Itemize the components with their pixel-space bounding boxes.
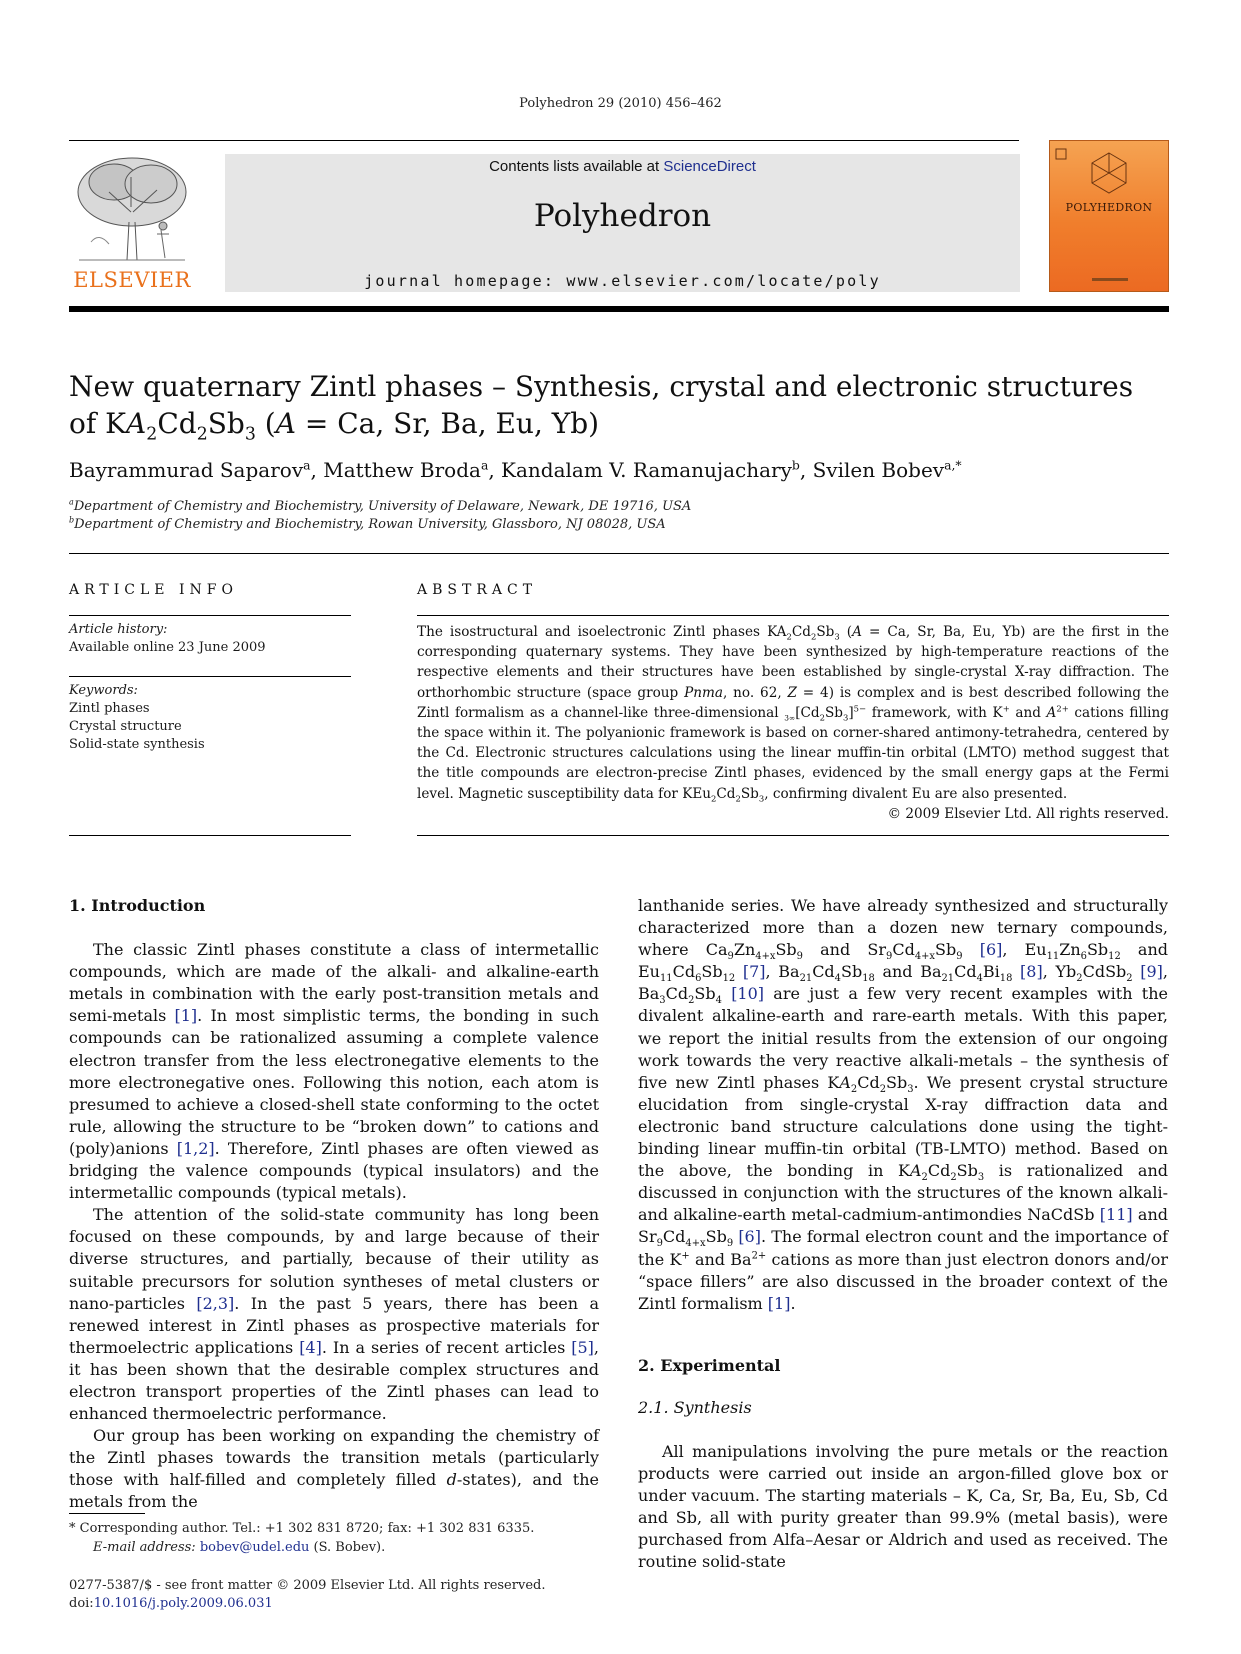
paragraph: All manipulations involving the pure metals or the reaction products were carried out inside an argon-filled glove box or under vacuum. The starting materials – K, Ca, Sr, Ba, Eu, Sb, Cd and Sb, all with purity greater than 99.9% (metal basis), were purchased from Alfa–Aesar or Aldrich and used as received. The routine solid-state: [638, 1441, 1168, 1572]
body-column-right: [638, 895, 1168, 1574]
doi-line: doi:10.1016/j.poly.2009.06.031: [69, 1596, 273, 1611]
email-link[interactable]: bobev@udel.edu: [199, 1540, 310, 1555]
journal-banner: [225, 154, 1020, 292]
journal-name: Polyhedron: [533, 198, 712, 234]
section-heading: 2. Experimental: [638, 1355, 781, 1375]
history-value: Available online 23 June 2009: [69, 640, 266, 655]
article-title: [69, 368, 1169, 445]
corresponding-author-footnote: * Corresponding author. Tel.: +1 302 831 8720; fax: +1 302 831 6335.: [69, 1521, 535, 1536]
reference-link[interactable]: [6]: [738, 1227, 761, 1247]
reference-link[interactable]: [1]: [174, 1006, 198, 1026]
header-thick-rule: [69, 306, 1169, 312]
header-rule: [69, 140, 1019, 141]
cover-title: POLYHEDRON: [1065, 201, 1153, 214]
title-rule: [69, 553, 1169, 554]
paragraph: The classic Zintl phases constitute a class of intermetallic compounds, which are made of the alkali- and alkaline-earth metals in combination with the early post-transition metals and semi-metals [1]. In most simplistic terms, the bonding in such compounds can be rationalized assuming a complete valence electron transfer from the less electronegative elements to the more electronegative ones. Following this notion, each atom is presumed to achieve a closed-shell state conforming to the octet rule, allowing the structure to be “broken down” to cations and (poly)anions [1,2]. Therefore, Zintl phases are often viewed as bridging the valence compounds (typical insulators) and the intermetallic compounds (typical metals).: [69, 940, 600, 1203]
abstract-heading: ABSTRACT: [417, 582, 538, 598]
paragraph: lanthanide series. We have already synthesized and structurally characterized more than a dozen new ternary compounds, where $Ca_9Zn_{4+x}Sb_9$ and $Sr_9Cd_{4+x}Sb_9$ [6], $Eu_{11}Zn_6Sb_{12}$ and $Eu_{11}Cd_6Sb_{12}$ [7], $Ba_{21}Cd_4Sb_{18}$ and $Ba_{21}Cd_4Bi_{18}$ [8], $Yb_2CdSb_2$ [9], $Ba_3Cd_2Sb_4$ [10] are just a few very recent examples with the divalent alkaline-earth and rare-earth metals. With this paper, we report the initial results from the extension of our ongoing work towards the very reactive alkali-metals – the synthesis of five new Zintl phases $KA_2Cd_2Sb_3$. We present crystal structure elucidation from single-crystal X-ray diffraction data and electronic band structure calculations done using the tight-binding linear muffin-tin orbital (TB-LMTO) method. Based on the above, the bonding in $KA_2Cd_2Sb_3$ is rationalized and discussed in conjunction with the structures of the known alkali- and alkaline-earth metal-cadmium-antimondies NaCdSb [11] and $Sr_9Cd_{4+x}Sb_9$ [6]. The formal electron count and the importance of the K+ and $Ba^{2+}$ cations as more than just electron donors and/or “space fillers” are also discussed in the broader context of the Zintl formalism [1].: [638, 896, 1169, 1313]
contents-line: [225, 158, 1020, 175]
elsevier-logo[interactable]: [69, 152, 195, 292]
reference-link[interactable]: [7]: [742, 962, 766, 982]
author[interactable]: Matthew Broda$^a$: [323, 457, 489, 482]
reference-link[interactable]: [1]: [767, 1293, 791, 1313]
keyword: Solid-state synthesis: [69, 737, 205, 752]
email-footnote: E-mail address: bobev@udel.edu (S. Bobev).: [93, 1540, 386, 1555]
title-line1: New quaternary Zintl phases – Synthesis, crystal and electronic structures: [69, 370, 1134, 403]
doi-link[interactable]: 10.1016/j.poly.2009.06.031: [93, 1596, 273, 1611]
keyword: Crystal structure: [69, 719, 182, 734]
affiliation: $^b$Department of Chemistry and Biochemistry, Rowan University, Glassboro, NJ 08028, USA: [69, 515, 666, 532]
history-label: Article history:: [69, 622, 168, 637]
reference-link[interactable]: [11]: [1099, 1205, 1133, 1225]
reference-link[interactable]: [6]: [979, 940, 1003, 960]
body-column-left: [69, 895, 599, 1514]
infinity-dim-label: 3∞: [784, 713, 796, 723]
reference-link[interactable]: [10]: [731, 984, 765, 1004]
keyword: Zintl phases: [69, 701, 150, 716]
reference-link[interactable]: [9]: [1140, 962, 1163, 982]
reference-link[interactable]: [4]: [299, 1337, 322, 1357]
publisher-logo-text: ELSEVIER: [73, 268, 191, 292]
elsevier-tree-icon: [69, 152, 195, 267]
abstract-rule: [417, 615, 1169, 616]
keywords-label: Keywords:: [69, 683, 138, 698]
section-heading: 1. Introduction: [69, 896, 206, 915]
reference-link[interactable]: [2,3]: [196, 1293, 235, 1313]
article-info-heading: ARTICLE INFO: [69, 582, 238, 598]
cover-footer-mark: [1092, 278, 1128, 281]
author[interactable]: Bayrammurad Saparov$^a$: [69, 457, 311, 482]
journal-citation: Polyhedron 29 (2010) 456–462: [519, 96, 722, 111]
affiliation: $^a$Department of Chemistry and Biochemistry, University of Delaware, Newark, DE 19716, USA: [69, 497, 692, 514]
issn-line: 0277-5387/$ - see front matter © 2009 Elsevier Ltd. All rights reserved.: [69, 1578, 546, 1593]
journal-homepage-link[interactable]: journal homepage: www.elsevier.com/locate/poly: [364, 272, 881, 290]
abstract-text: The isostructural and isoelectronic Zintl phases $KA_2Cd_2Sb_3$ (A = Ca, Sr, Ba, Eu, Yb) are the first in the corresponding quaternary systems. They have been synthesized by high-temperature reactions of the respective elements and their structures have been established by single-crystal X-ray diffraction. The orthorhombic structure (space group Pnma, no. 62, Z = 4) is complex and is best described following the Zintl formalism as a channel-like three-dimensional $_{3\infty}[Cd_2Sb_3]^{5-}$ framework, with K+ and $A^{2+}$ cations filling the space within it. The polyanionic framework is based on corner-shared antimony-tetrahedra, centered by the Cd. Electronic structures calculations using the linear muffin-tin orbital (LMTO) method suggest that the title compounds are electron-precise Zintl phases, evidenced by the small energy gaps at the Fermi level. Magnetic susceptibility data for $KEu_2Cd_2Sb_3$, confirming divalent Eu are also presented. © 2009 Elsevier Ltd. All rights reserved.: [417, 622, 1169, 824]
polyhedron-cover-icon: [1050, 145, 1168, 205]
info-rule: [69, 835, 351, 836]
reference-link[interactable]: [5]: [571, 1337, 594, 1357]
author[interactable]: Kandalam V. Ramanujachary$^b$: [501, 457, 800, 482]
author-list: Bayrammurad Saparov$^a$, Matthew Broda$^a$, Kandalam V. Ramanujachary$^b$, Svilen Bobev$^{a,*}$: [69, 457, 962, 482]
info-rule: [69, 615, 351, 616]
author[interactable]: Svilen Bobev$^{a,*}$: [812, 457, 962, 482]
info-rule: [69, 676, 351, 677]
paragraph: Our group has been working on expanding the chemistry of the Zintl phases towards the transition metals (particularly those with half-filled and completely filled d-states), and the metals from the: [69, 1426, 600, 1512]
subsection-heading: 2.1. Synthesis: [638, 1397, 752, 1417]
paragraph: The attention of the solid-state community has long been focused on these compounds, by and large because of their diverse structures, and partially, because of their utility as suitable precursors for solution syntheses of metal clusters or nano-particles [2,3]. In the past 5 years, there has been a renewed interest in Zintl phases as prospective materials for thermoelectric applications [4]. In a series of recent articles [5], it has been shown that the desirable complex structures and electron transport properties of the Zintl phases can lead to enhanced thermoelectric performance.: [69, 1205, 599, 1424]
contents-prefix: Contents lists available at: [489, 158, 664, 175]
journal-cover[interactable]: [1049, 140, 1169, 292]
reference-link[interactable]: [1,2]: [176, 1138, 215, 1158]
footnote-rule: [69, 1513, 145, 1514]
abstract-rule: [417, 835, 1169, 836]
reference-link[interactable]: [8]: [1020, 962, 1043, 982]
sciencedirect-link[interactable]: ScienceDirect: [663, 158, 756, 175]
abstract-copyright: © 2009 Elsevier Ltd. All rights reserved.: [887, 805, 1169, 822]
title-line2: of $KA_2Cd_2Sb_3$ (A = Ca, Sr, Ba, Eu, Yb): [69, 407, 600, 445]
